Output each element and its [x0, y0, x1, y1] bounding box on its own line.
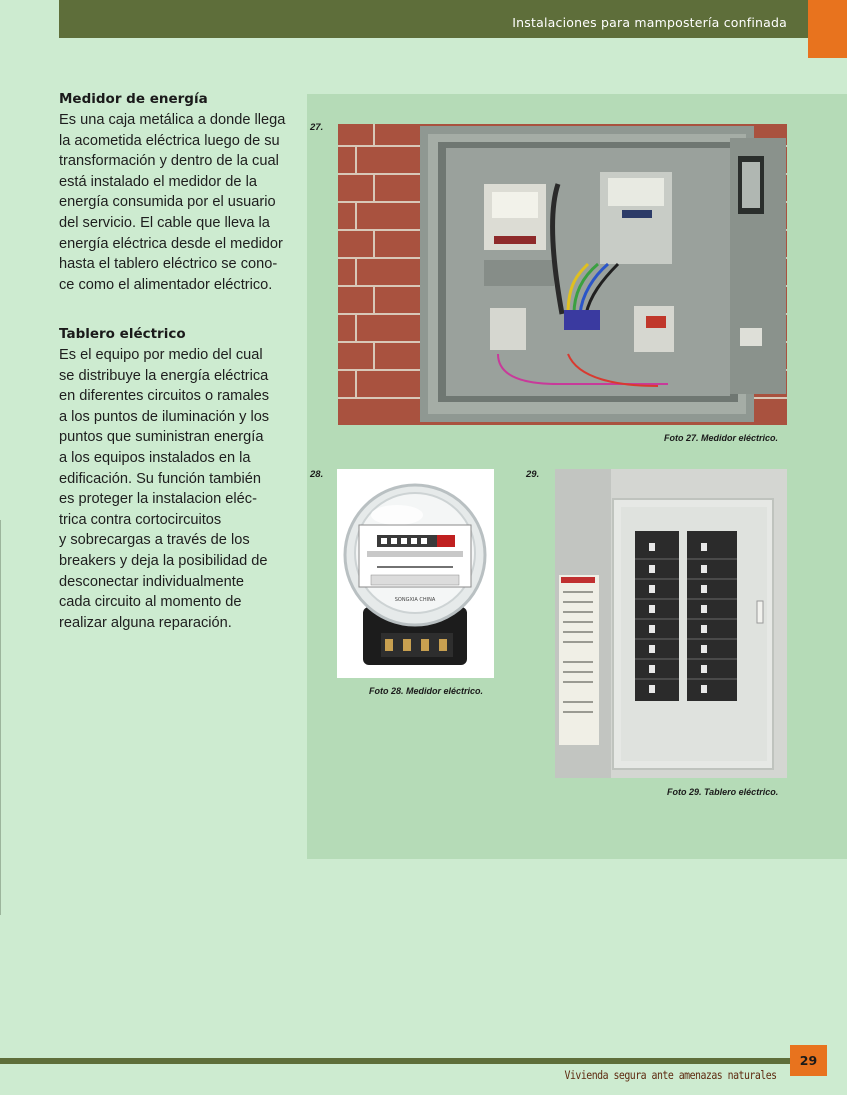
footer-bar	[0, 1058, 790, 1064]
body-line: en diferentes circuitos o ramales	[59, 388, 270, 405]
running-header-title: Instalaciones para mampostería confinada	[512, 15, 787, 30]
figure-number: 28.	[310, 469, 324, 480]
section-body	[59, 110, 295, 295]
photo-breaker-panel	[555, 469, 787, 778]
body-line: a los equipos instalados en la	[59, 449, 251, 466]
body-line: energía consumida por el usuario	[59, 194, 276, 211]
body-line: energía eléctrica desde el medidor	[59, 235, 283, 252]
photo-meter-box	[338, 124, 787, 425]
body-line: transformación y dentro de la cual	[59, 153, 279, 170]
body-line: del servicio. El cable que lleva la	[59, 214, 270, 231]
body-line: realizar alguna reparación.	[59, 614, 232, 631]
figure-caption: Foto 28. Medidor eléctrico.	[369, 686, 484, 696]
body-line: Es una caja metálica a donde llega	[59, 112, 286, 128]
page-number-badge	[790, 1045, 827, 1076]
section-medidor	[59, 91, 295, 295]
figure-caption: Foto 29. Tablero eléctrico.	[667, 787, 779, 797]
body-line: cada circuito al momento de	[59, 594, 242, 611]
body-line: es proteger la instalacion eléc-	[59, 491, 257, 508]
figure-number: 27.	[310, 122, 324, 133]
body-line: se distribuye la energía eléctrica	[59, 367, 269, 384]
body-line: edificación. Su función también	[59, 470, 262, 487]
section-heading: Tablero eléctrico	[59, 326, 186, 342]
body-line: a los puntos de iluminación y los	[59, 408, 270, 425]
section-tablero	[59, 326, 295, 633]
body-line: desconectar individualmente	[59, 573, 244, 590]
body-line: ce como el alimentador eléctrico.	[59, 276, 273, 293]
figure-caption: Foto 27. Medidor eléctrico.	[664, 433, 779, 443]
body-line: y sobrecargas a través de los	[59, 532, 250, 549]
figure-number: 29.	[526, 469, 540, 480]
header-accent-tab	[808, 0, 847, 58]
body-line: hasta el tablero eléctrico se cono-	[59, 256, 278, 273]
meter-brand-label: SONGXIA CHINA	[394, 597, 436, 603]
margin-rule	[0, 520, 1, 915]
photo-energy-meter	[337, 469, 494, 678]
body-line: Es el equipo por medio del cual	[59, 347, 263, 363]
body-line: breakers y deja la posibilidad de	[59, 552, 268, 569]
body-line: puntos que suministran energía	[59, 429, 264, 446]
page-number: 29	[799, 1053, 818, 1068]
body-line: está instalado el medidor de la	[59, 173, 257, 190]
section-body	[59, 345, 295, 633]
footer-title: Vivienda segura ante amenazas naturales	[564, 1068, 777, 1082]
section-heading: Medidor de energía	[59, 91, 208, 107]
header-bar	[59, 0, 827, 38]
body-line: la acometida eléctrica luego de su	[59, 132, 280, 149]
body-line: trica contra cortocircuitos	[59, 511, 222, 528]
